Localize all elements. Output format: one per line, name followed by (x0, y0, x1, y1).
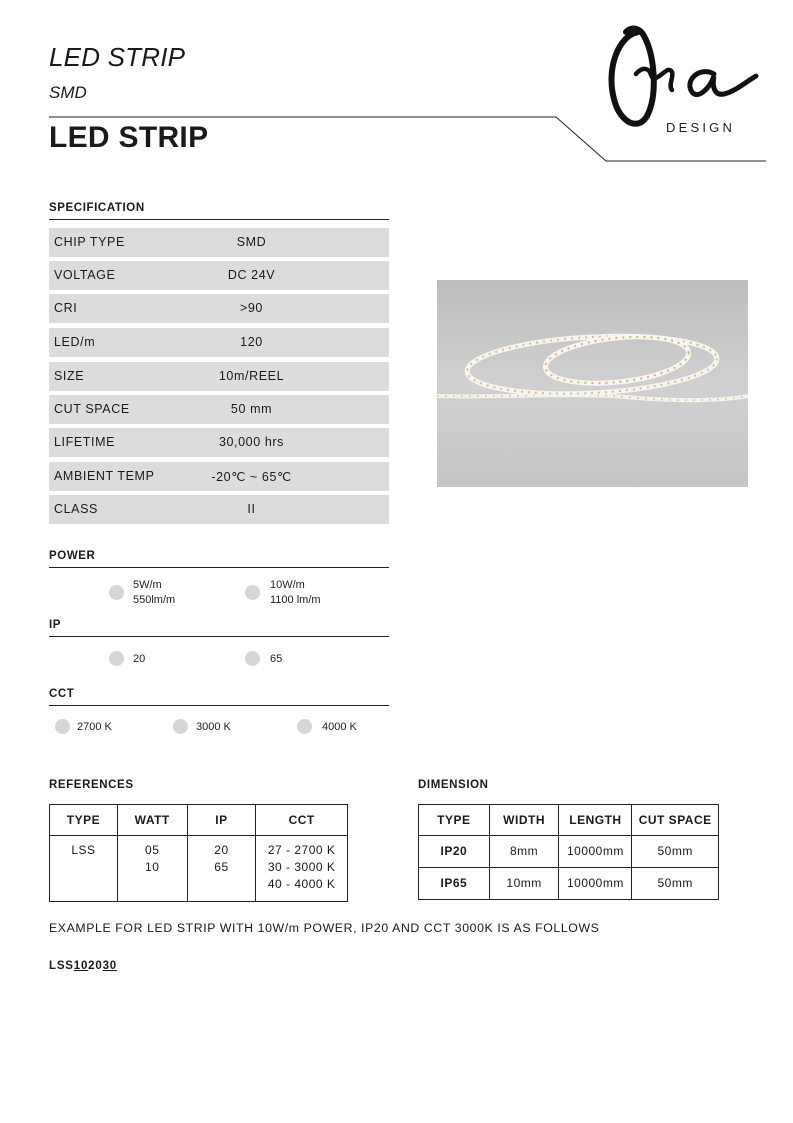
references-col-type: TYPE (50, 805, 118, 836)
references-heading: REFERENCES (49, 779, 134, 791)
spec-row-class (49, 495, 389, 524)
references-type-cell (50, 836, 118, 902)
power-option-5w-radio[interactable] (109, 585, 124, 600)
references-col-cct: CCT (256, 805, 348, 836)
references-watt-value: 10 (145, 860, 160, 874)
spec-label: CUT SPACE (54, 402, 130, 416)
specification-rule (49, 219, 389, 220)
dimension-cut-cell: 50mm (632, 868, 719, 900)
dimension-table (418, 804, 719, 900)
spec-value: 30,000 hrs (218, 435, 285, 449)
spec-row-cut-space (49, 395, 389, 424)
dimension-col-type: TYPE (419, 805, 490, 836)
spec-label: VOLTAGE (54, 268, 116, 282)
example-text: EXAMPLE FOR LED STRIP WITH 10W/m POWER, IP20 AND CCT 3000K IS AS FOLLOWS (49, 921, 600, 935)
spec-label: CLASS (54, 502, 98, 516)
ip-option-20-label: 20 (133, 653, 146, 665)
references-ip-value: 20 (214, 843, 229, 857)
power-rule (49, 567, 389, 568)
references-watt-value: 05 (145, 843, 160, 857)
power-option-10w-label (270, 578, 321, 608)
spec-value: 50 mm (230, 402, 273, 416)
ip-heading: IP (49, 619, 62, 631)
spec-label: CHIP TYPE (54, 235, 125, 249)
dimension-width-cell: 8mm (489, 836, 559, 868)
references-type-value: LSS (71, 843, 96, 857)
specification-heading: SPECIFICATION (49, 202, 145, 214)
cct-option-4000-label: 4000 K (322, 721, 357, 733)
dimension-col-cut-space: CUT SPACE (632, 805, 719, 836)
cct-option-2700-radio[interactable] (55, 719, 70, 734)
cct-option-3000-radio[interactable] (173, 719, 188, 734)
spec-row-lifetime (49, 428, 389, 457)
cct-rule (49, 705, 389, 706)
power-option-5w-label (133, 578, 175, 608)
references-col-watt: WATT (117, 805, 187, 836)
code-watt: 10 (73, 960, 89, 972)
product-title-bold: LED STRIP (49, 121, 209, 154)
cct-heading: CCT (49, 688, 75, 700)
dimension-length-cell: 10000mm (559, 868, 632, 900)
spec-value: 120 (240, 335, 263, 349)
spec-value: 10m/REEL (218, 369, 285, 383)
ip-option-65-label: 65 (270, 653, 283, 665)
power-heading: POWER (49, 550, 96, 562)
power-option-watt: 5W/m (133, 579, 162, 591)
dimension-width-cell: 10mm (489, 868, 559, 900)
spec-label: AMBIENT TEMP (54, 469, 155, 483)
ip-option-20-radio[interactable] (109, 651, 124, 666)
references-ip-value: 65 (214, 860, 229, 874)
spec-label: CRI (54, 301, 78, 315)
product-subtitle: SMD (49, 83, 87, 102)
spec-label: LIFETIME (54, 435, 116, 449)
ip-option-65-radio[interactable] (245, 651, 260, 666)
table-row (419, 836, 719, 868)
references-cct-value: 40 - 4000 K (267, 877, 336, 891)
references-table (49, 804, 348, 902)
code-cct: 30 (102, 960, 117, 972)
example-code (49, 960, 117, 972)
references-cct-cell (256, 836, 348, 902)
spec-row-chip-type (49, 228, 389, 257)
power-option-lumen: 1100 lm/m (270, 594, 321, 606)
spec-row-voltage (49, 261, 389, 290)
cct-option-3000-label: 3000 K (196, 721, 231, 733)
cct-option-2700-label: 2700 K (77, 721, 112, 733)
spec-value: -20℃ ~ 65℃ (211, 470, 292, 484)
references-col-ip: IP (187, 805, 256, 836)
references-cct-value: 30 - 3000 K (267, 860, 336, 874)
dimension-heading: DIMENSION (418, 779, 489, 791)
code-ip: 20 (88, 960, 103, 972)
references-ip-cell (187, 836, 256, 902)
spec-row-cri (49, 294, 389, 323)
product-photo (437, 280, 748, 487)
spec-value: >90 (239, 301, 263, 315)
spec-label: LED/m (54, 335, 96, 349)
product-title-italic: LED STRIP (49, 42, 186, 72)
dimension-col-length: LENGTH (559, 805, 632, 836)
dimension-type-cell: IP65 (419, 868, 490, 900)
code-prefix: LSS (49, 960, 74, 972)
power-option-lumen: 550lm/m (133, 594, 176, 606)
spec-row-size (49, 362, 389, 391)
ip-rule (49, 636, 389, 637)
dimension-col-width: WIDTH (489, 805, 559, 836)
table-row (419, 868, 719, 900)
logo-design-text: DESIGN (666, 120, 736, 135)
power-option-10w-radio[interactable] (245, 585, 260, 600)
spec-label: SIZE (54, 369, 85, 383)
cct-option-4000-radio[interactable] (297, 719, 312, 734)
dimension-type-cell: IP20 (419, 836, 490, 868)
references-cct-value: 27 - 2700 K (267, 843, 336, 857)
spec-value: DC 24V (227, 268, 276, 282)
spec-row-led-per-m (49, 328, 389, 357)
dimension-length-cell: 10000mm (559, 836, 632, 868)
power-option-watt: 10W/m (270, 579, 305, 591)
references-watt-cell (117, 836, 187, 902)
spec-value: II (247, 502, 256, 516)
spec-value: SMD (236, 235, 267, 249)
dimension-cut-cell: 50mm (632, 836, 719, 868)
spec-row-ambient-temp (49, 462, 389, 491)
